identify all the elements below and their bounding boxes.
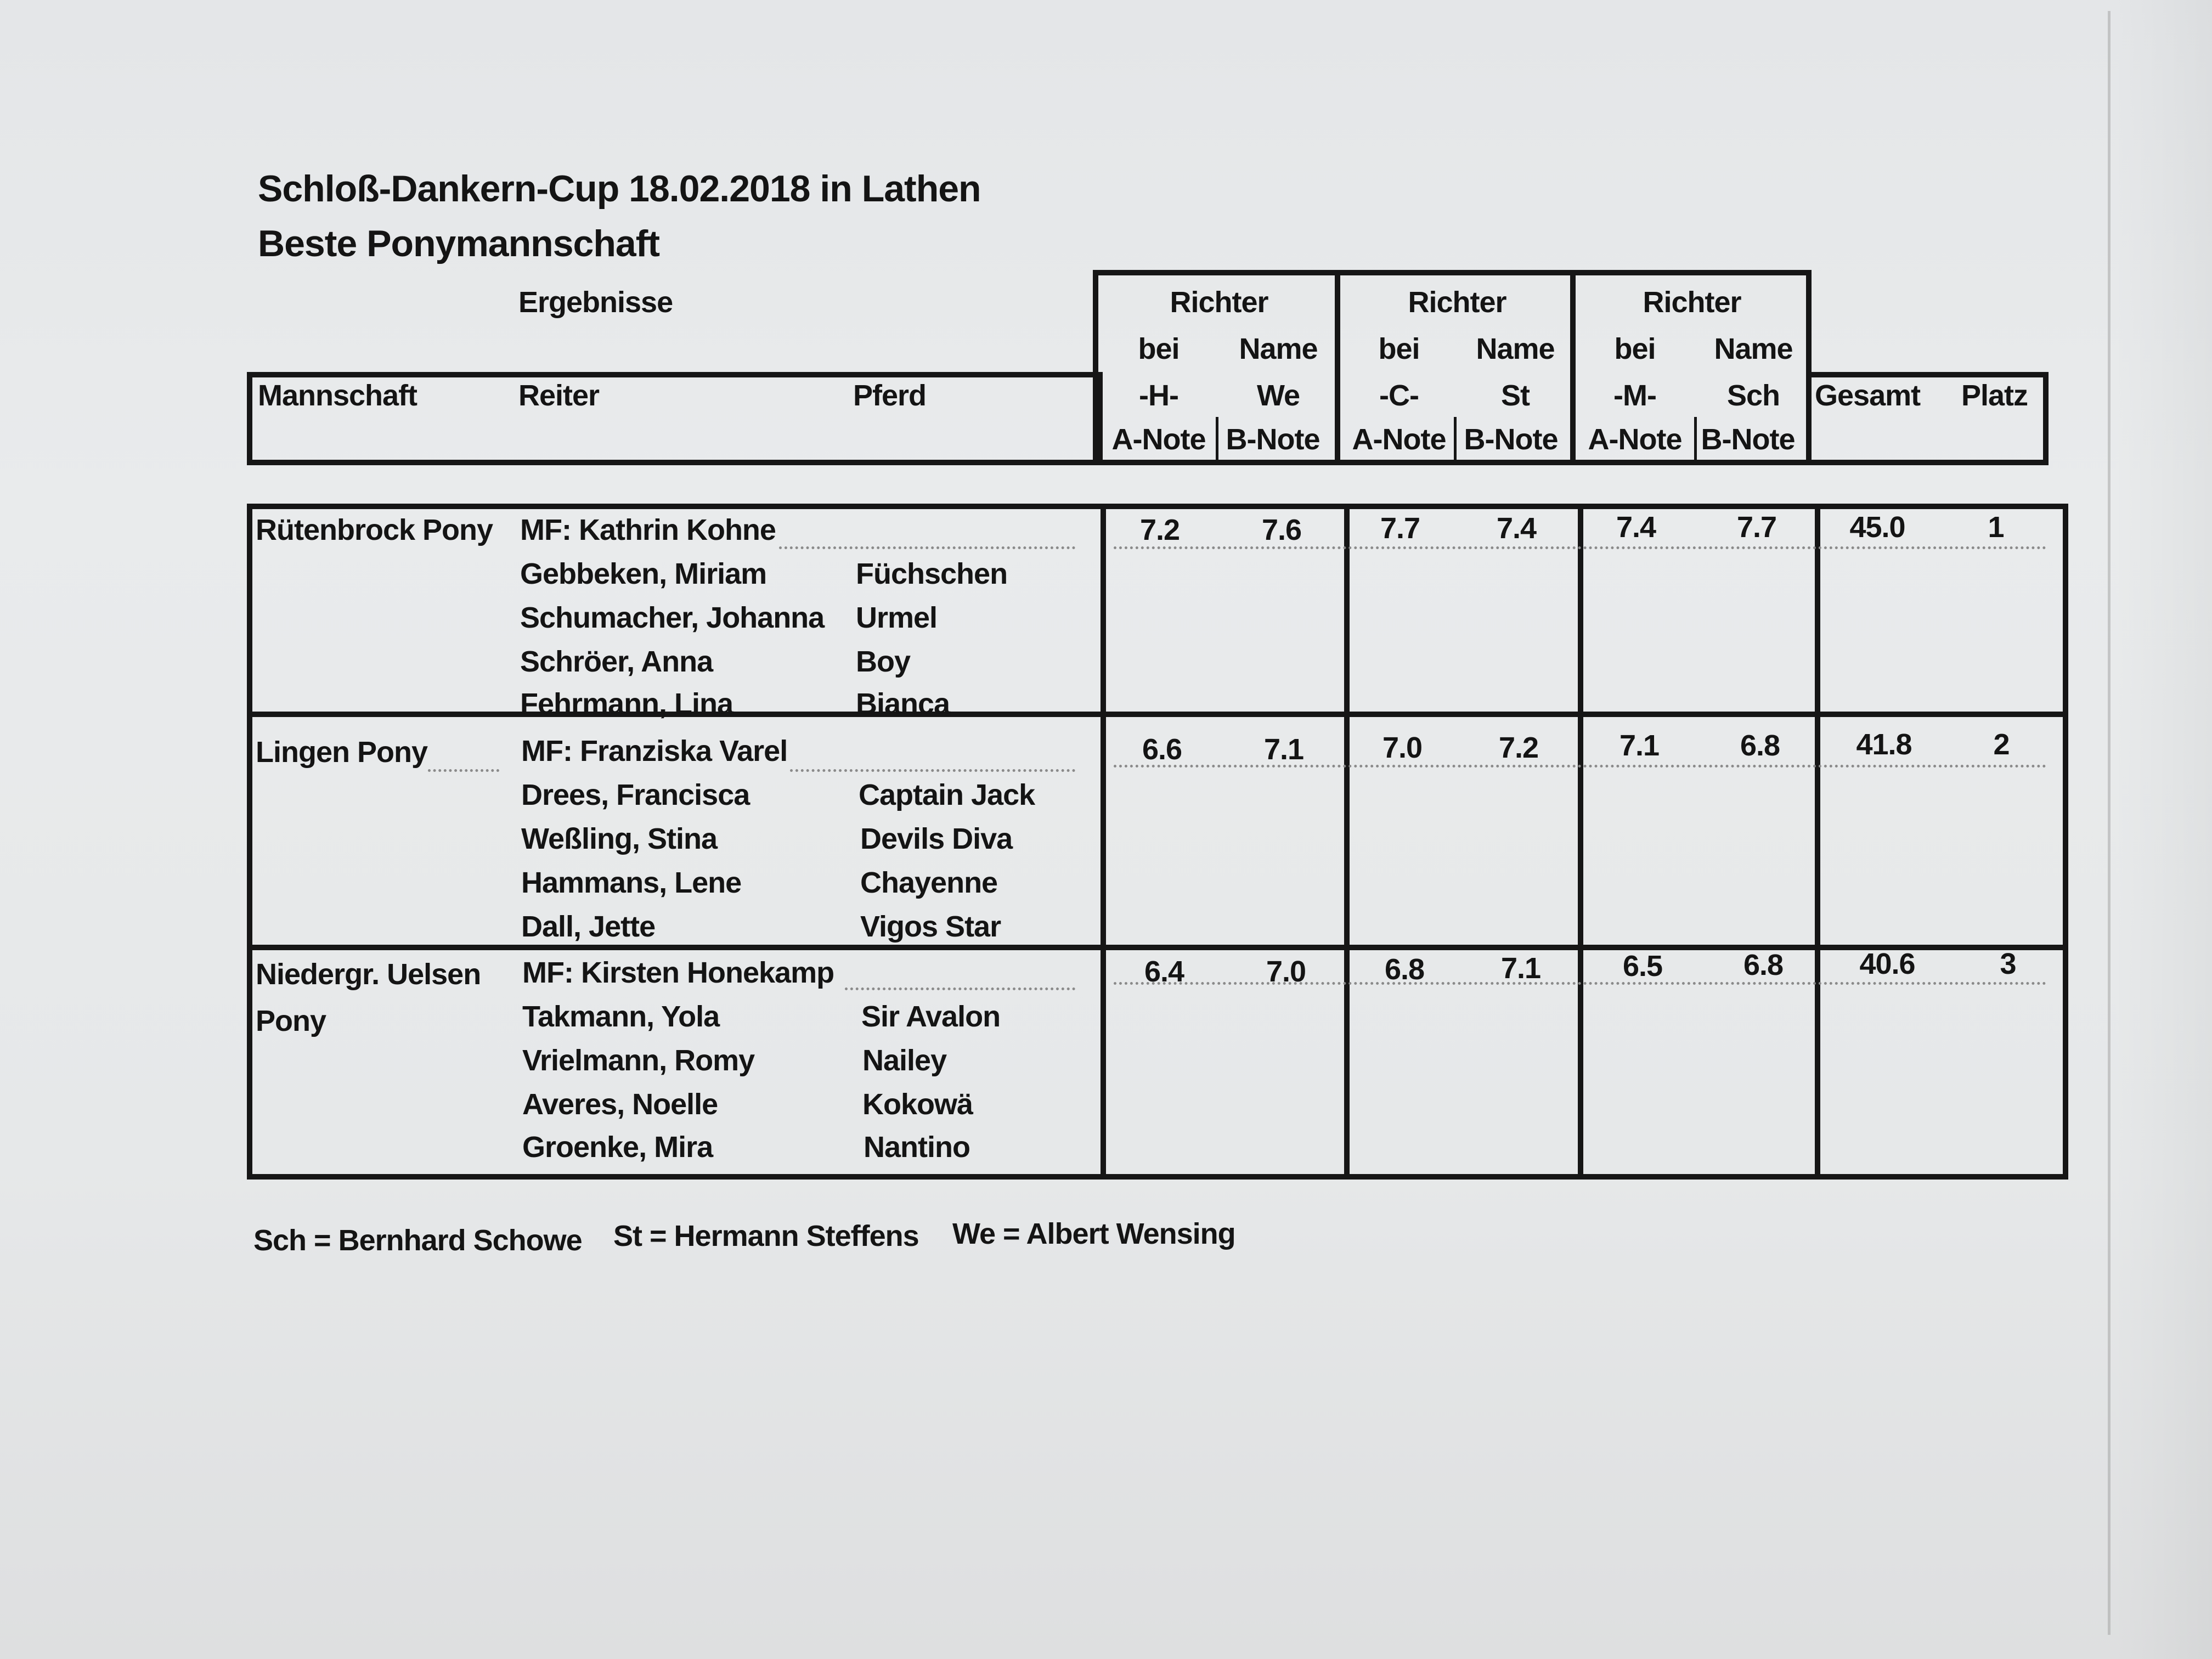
- judge-divider-1: [1335, 270, 1340, 465]
- team-3-score-3: 6.8: [1384, 953, 1425, 986]
- judge-3-name-label: Name: [1714, 332, 1793, 365]
- judge-1-bei: bei: [1138, 332, 1180, 365]
- header-team: Mannschaft: [258, 379, 417, 412]
- judge-1-a-note: A-Note: [1111, 423, 1206, 456]
- judge-2-b-note: B-Note: [1464, 423, 1558, 456]
- team-2-rider-2: Weßling, Stina: [521, 822, 718, 855]
- header-horse: Pferd: [853, 379, 927, 412]
- team-3-horse-2: Nailey: [862, 1044, 947, 1077]
- team-2-horse-4: Vigos Star: [860, 910, 1001, 943]
- judge-2-position: -C-: [1379, 379, 1419, 412]
- team-1-score-6: 7.7: [1736, 511, 1777, 544]
- judge-2-richter: Richter: [1408, 286, 1506, 319]
- judge-3-b-note: B-Note: [1701, 423, 1795, 456]
- team-3-mf: MF: Kirsten Honekamp: [522, 956, 834, 989]
- judge-2-name-label: Name: [1476, 332, 1555, 365]
- document-title: Schloß-Dankern-Cup 18.02.2018 in Lathen: [258, 168, 981, 210]
- team-2-rider-1: Drees, Francisca: [521, 778, 750, 811]
- team-2-rider-3: Hammans, Lene: [521, 866, 742, 899]
- team-2-score-1: 6.6: [1142, 733, 1182, 766]
- team-3-name: Niedergr. Uelsen: [256, 958, 481, 991]
- team-3-score-1: 6.4: [1144, 955, 1184, 988]
- team-3-score-6: 6.8: [1743, 949, 1784, 981]
- team-3-score-4: 7.1: [1500, 952, 1541, 985]
- team-2-score-6: 6.8: [1740, 729, 1780, 762]
- team-2-horse-2: Devils Diva: [860, 822, 1013, 855]
- dotted-line: [1114, 982, 2046, 985]
- team-2-score-4: 7.2: [1498, 731, 1539, 764]
- results-divider-judges-start: [1101, 504, 1106, 1180]
- document-subtitle: Beste Ponymannschaft: [258, 223, 659, 264]
- judge-1-b-note: B-Note: [1226, 423, 1320, 456]
- header-rider: Reiter: [518, 379, 600, 412]
- header-total: Gesamt: [1815, 379, 1921, 412]
- judge-2-bei: bei: [1378, 332, 1420, 365]
- team-1-rider-1: Gebbeken, Miriam: [520, 557, 767, 590]
- judge-1-richter: Richter: [1170, 286, 1268, 319]
- team-3-place: 3: [2000, 947, 2016, 980]
- judge-divider-2: [1570, 270, 1576, 465]
- team-2-horse-3: Chayenne: [860, 866, 998, 899]
- team-3-horse-3: Kokowä: [862, 1088, 973, 1121]
- dotted-line: [1114, 765, 2046, 768]
- legend-st: St = Hermann Steffens: [613, 1220, 919, 1252]
- results-divider-judge-2: [1344, 504, 1350, 1180]
- team-3-rider-2: Vrielmann, Romy: [522, 1044, 755, 1077]
- team-2-score-2: 7.1: [1263, 733, 1304, 766]
- team-2-name: Lingen Pony: [256, 736, 427, 769]
- paper-edge: [2108, 11, 2111, 1635]
- team-3-horse-1: Sir Avalon: [861, 1000, 1001, 1033]
- team-1-total: 45.0: [1849, 511, 1905, 544]
- team-2-horse-1: Captain Jack: [859, 778, 1035, 811]
- team-2-rider-4: Dall, Jette: [521, 910, 656, 943]
- judge-3-bei: bei: [1614, 332, 1656, 365]
- team-3-total: 40.6: [1859, 947, 1915, 980]
- dotted-line: [428, 769, 499, 772]
- judge-1-name-label: Name: [1239, 332, 1318, 365]
- team-2-total: 41.8: [1856, 728, 1912, 761]
- judge-3-position: -M-: [1613, 379, 1656, 412]
- team-1-name: Rütenbrock Pony: [256, 514, 493, 546]
- judge-3-name: Sch: [1726, 379, 1780, 412]
- judge-1-position: -H-: [1139, 379, 1178, 412]
- team-2-score-3: 7.0: [1382, 731, 1423, 764]
- team-2-place: 2: [1993, 728, 2010, 761]
- section-label: Ergebnisse: [518, 286, 673, 319]
- team-1-rider-3: Schröer, Anna: [520, 645, 713, 678]
- team-1-score-3: 7.7: [1380, 512, 1420, 545]
- dotted-line: [845, 988, 1075, 990]
- judge-1-name: We: [1256, 379, 1300, 412]
- dotted-line: [790, 769, 1075, 772]
- team-1-score-5: 7.4: [1616, 511, 1656, 544]
- team-3-horse-4: Nantino: [864, 1131, 970, 1164]
- team-1-horse-2: Urmel: [856, 601, 938, 634]
- judge-3-richter: Richter: [1643, 286, 1741, 319]
- team-3-rider-3: Averes, Noelle: [522, 1088, 718, 1121]
- dotted-line: [1114, 546, 2046, 549]
- legend-we: We = Albert Wensing: [952, 1217, 1235, 1250]
- team-1-rider-2: Schumacher, Johanna: [520, 601, 825, 634]
- note-divider-3: [1694, 417, 1697, 461]
- team-1-mf: MF: Kathrin Kohne: [520, 514, 776, 546]
- team-2-mf: MF: Franziska Varel: [521, 735, 788, 768]
- team-3-name-line-2: Pony: [256, 1005, 326, 1037]
- paper-shadow: [2113, 0, 2212, 1659]
- judge-2-name: St: [1501, 379, 1530, 412]
- team-1-place: 1: [1988, 511, 2004, 544]
- team-3-score-5: 6.5: [1622, 950, 1663, 983]
- team-1-horse-4: Bianca: [856, 687, 950, 720]
- team-separator-2: [247, 945, 2068, 950]
- judge-2-a-note: A-Note: [1352, 423, 1446, 456]
- dotted-line: [779, 546, 1075, 549]
- legend-sch: Sch = Bernhard Schowe: [253, 1224, 582, 1257]
- team-1-score-2: 7.6: [1261, 514, 1302, 546]
- note-divider-1: [1216, 417, 1218, 461]
- results-divider-totals: [1815, 504, 1820, 1180]
- results-divider-judge-3: [1578, 504, 1583, 1180]
- team-3-rider-1: Takmann, Yola: [522, 1000, 720, 1033]
- team-1-score-4: 7.4: [1496, 512, 1537, 545]
- team-1-horse-1: Füchschen: [856, 557, 1008, 590]
- team-1-score-1: 7.2: [1139, 514, 1180, 546]
- team-3-score-2: 7.0: [1266, 955, 1306, 988]
- team-2-score-5: 7.1: [1619, 729, 1660, 762]
- note-divider-2: [1454, 417, 1457, 461]
- team-1-horse-3: Boy: [856, 645, 911, 678]
- judge-3-a-note: A-Note: [1588, 423, 1682, 456]
- header-place: Platz: [1961, 379, 2028, 412]
- team-1-rider-4: Fehrmann, Lina: [520, 687, 733, 720]
- team-3-rider-4: Groenke, Mira: [522, 1131, 713, 1164]
